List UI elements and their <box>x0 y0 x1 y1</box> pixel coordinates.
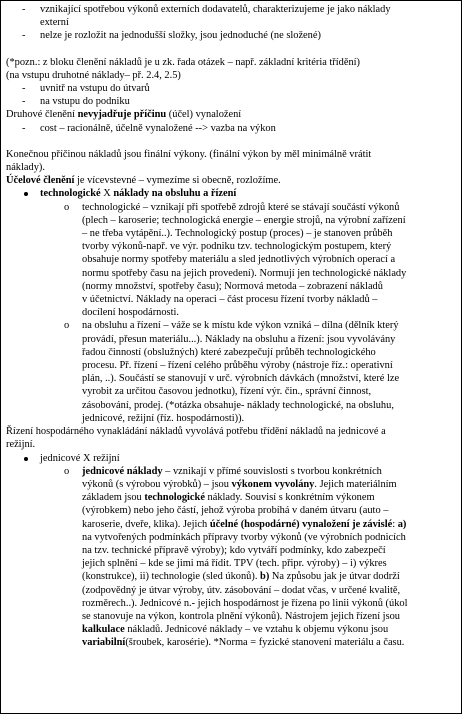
text-line <box>82 636 458 649</box>
text-line: (zodpovědný je útvar výroby, útv. zásobování – dodat včas, v určené kvalitě, <box>82 584 401 596</box>
bold-run: variabilní <box>82 637 126 649</box>
sub-item-jednicove <box>6 465 458 650</box>
text-run: karoserie, dveře, klika). Jejich <box>82 518 210 530</box>
dash-item <box>6 29 458 42</box>
text-line: (výrobkem) nebo jeho částí, jehož výroba probíhá v daném útvaru (auto – <box>82 505 389 517</box>
sub-item-technologicke <box>6 201 458 320</box>
text-line: jednicové X režijní <box>40 452 120 464</box>
text-line: provádí, přesun materiálu...). Náklady na obsluhu a řízení: jsou vyvolávány <box>82 333 396 345</box>
text-line: normu spotřeby času na jejich provedení). Normují jen technologické náklady <box>82 267 407 279</box>
dash-item <box>6 3 458 29</box>
circle-marker: o <box>64 320 70 332</box>
text-run: – vznikají v přímé souvislosti s tvorbou konkrétních <box>162 465 382 477</box>
text-line <box>82 491 458 504</box>
konecnou-line: Konečnou příčinou nákladů jsou finální výkony. (finální výkon by měl minimálně vrátit <box>6 148 372 160</box>
text-line <box>82 478 458 491</box>
text-run: výkonů (s výrobou výrobků) – jsou <box>82 478 232 490</box>
text-line: jednicové, režijní (říz. hospodárnosti)). <box>82 412 245 424</box>
text-run: (účel) vynaložení <box>166 109 242 121</box>
circle-marker: o <box>64 201 70 213</box>
note-line: (na vstupu druhotné náklady– př. 2.4, 2.5) <box>6 69 181 81</box>
text-run: (šroubek, karosérie). *Norma = fyzické stanovení materiálu a času. <box>125 637 405 649</box>
text-line: tvorby výkonů-např. ve výr. podniku tzv. technologickým postupem, který <box>82 241 392 253</box>
text-line <box>40 188 236 199</box>
text-run: Druhové členění <box>6 109 78 121</box>
text-line: v účetnictví. Náklady na operaci – část procesu řízení tvorby nákladů – <box>82 294 378 306</box>
text-line: – ne třeba vytápění..). Technologický postup (proces) – je stanoven průběh <box>82 228 393 240</box>
rizeni-line: Řízení hospodárného vynakládání nákladů vyvolává potřebu třídění nákladů na jednicové a <box>6 426 386 438</box>
text-run: : <box>392 518 398 530</box>
text-run: . Jejich materiálním <box>314 478 397 490</box>
text-line: (plech – karoserie; technologická energie – energie strojů, na výrobní zařízení <box>82 214 406 226</box>
bullet-item <box>6 452 458 465</box>
dash-item <box>6 82 458 95</box>
text-line <box>82 518 458 531</box>
note-line: (*pozn.: z bloku členění nákladů je u zk. řada otázek – např. základní kritéria třídění) <box>6 56 361 68</box>
bullet-item <box>6 187 458 200</box>
text-run: nákladů. Jednicové náklady – ve vztahu k objemu výkonu jsou <box>124 624 389 636</box>
text-line: cost – racionálně, účelně vynaložené --> vazba na výkon <box>40 122 276 134</box>
druhove-paragraph <box>6 108 458 121</box>
bold-run: nevyjadřuje příčinu <box>77 109 167 121</box>
text-line: plán, ..). Součástí se stanovují v urč. výrobních dávkách (množství, které lze <box>82 373 400 385</box>
text-line: uvnitř na vstupu do útvarů <box>40 83 150 95</box>
text-line <box>82 465 458 478</box>
text-line: obsahuje normy spotřeby materiálu a sled jednotlivých výrobních operací a <box>82 254 396 266</box>
rizeni-line: režijní. <box>6 439 36 451</box>
bold-run: technologické <box>40 188 101 200</box>
bold-run: náklady na obsluhu a řízení <box>113 188 237 200</box>
text-run: X <box>100 188 114 200</box>
sub-item-obsluha <box>6 319 458 425</box>
dash-marker: - <box>22 83 26 95</box>
bold-run: účelné (hospodárné) vynaložení je závislé <box>209 518 393 530</box>
text-run: základem jsou <box>82 492 145 504</box>
text-line: rozměrech..). Jednicové n.- jejich hospodárnost je řízena po linii výkonů (úkol <box>82 597 408 609</box>
bold-run: technologické <box>144 492 205 504</box>
text-line <box>82 623 458 636</box>
document-body <box>6 3 458 650</box>
circle-marker: o <box>64 465 70 477</box>
bullet-marker <box>24 457 28 461</box>
bold-run: a) <box>397 518 407 530</box>
dash-item <box>6 95 458 108</box>
bold-run: jednicové náklady <box>82 465 163 477</box>
dash-marker: - <box>22 122 26 134</box>
text-line: na tzv. technické přípravě výroby); kdo vytváří podmínky, kdo zabezpečí <box>82 544 386 556</box>
ucelove-paragraph <box>6 174 458 187</box>
dash-marker: - <box>22 4 26 15</box>
bold-run: kalkulace <box>82 624 125 636</box>
text-line: na vytvořených podmínkách přípravy tvorby výkonů (ve výrobních podnicích <box>82 531 406 543</box>
text-run: je vícevstevné – vymezíme si obecně, rozložíme. <box>74 175 281 187</box>
text-line: jejich splnění – kde se jimi má řídit. TPV (tech. připr. výroby) – i) výkres <box>82 558 387 570</box>
text-line: zásobování, prodej. (*otázka obsahuje- náklady technologické, na obsluhu, <box>82 399 394 411</box>
bold-run: Účelové členění <box>6 175 75 187</box>
text-line: (normy množství, spotřeby času); Normová metoda – zobrazení nákladů <box>82 280 383 292</box>
text-line: na vstupu do podniku <box>40 96 130 108</box>
text-line: vznikající spotřebou výkonů externích dodavatelů, charakterizujeme je jako náklady <box>40 4 391 15</box>
dash-marker: - <box>22 30 26 42</box>
text-line: nelze je rozložit na jednodušší složky, jsou jednoduché (ne složené) <box>40 30 321 42</box>
bullet-marker <box>24 192 28 196</box>
dash-item <box>6 122 458 135</box>
konecnou-line: náklady). <box>6 162 45 174</box>
text-run: Na způsobu jak je útvar dodrží <box>269 571 400 583</box>
text-line: na obsluhu a řízení – váže se k místu kde výkon vzniká – dílna (dělník který <box>82 320 399 332</box>
text-line: vyrobit za určitou časovou jednotku), řízení výr. čin., správní činnost, <box>82 386 372 398</box>
text-line: procesu. Př. řízení – řízení celého průběhu výroby (nástroje říz.: operativní <box>82 360 393 372</box>
text-line: externí <box>40 17 69 29</box>
text-line: docílení hospodárnosti. <box>82 307 179 319</box>
bold-run: b) <box>260 571 270 583</box>
text-run: náklady. Souvisí s konkrétním výkonem <box>204 492 375 504</box>
text-run: (konstrukce), ii) technologie (sled úkonů). <box>82 571 261 583</box>
text-line <box>82 570 458 583</box>
bold-run: výkonem vyvolány <box>231 478 315 490</box>
dash-marker: - <box>22 96 26 108</box>
text-line: technologické – vznikají při spotřebě zdrojů které se stávají součástí výkonů <box>82 201 400 213</box>
text-line: se stanovuje na výkon, kontrola plnění výkonů). Nástrojem jejich řízení jsou <box>82 610 401 622</box>
text-line: řadou činností (obslužných) které zabezpečují průběh technologického <box>82 346 376 358</box>
